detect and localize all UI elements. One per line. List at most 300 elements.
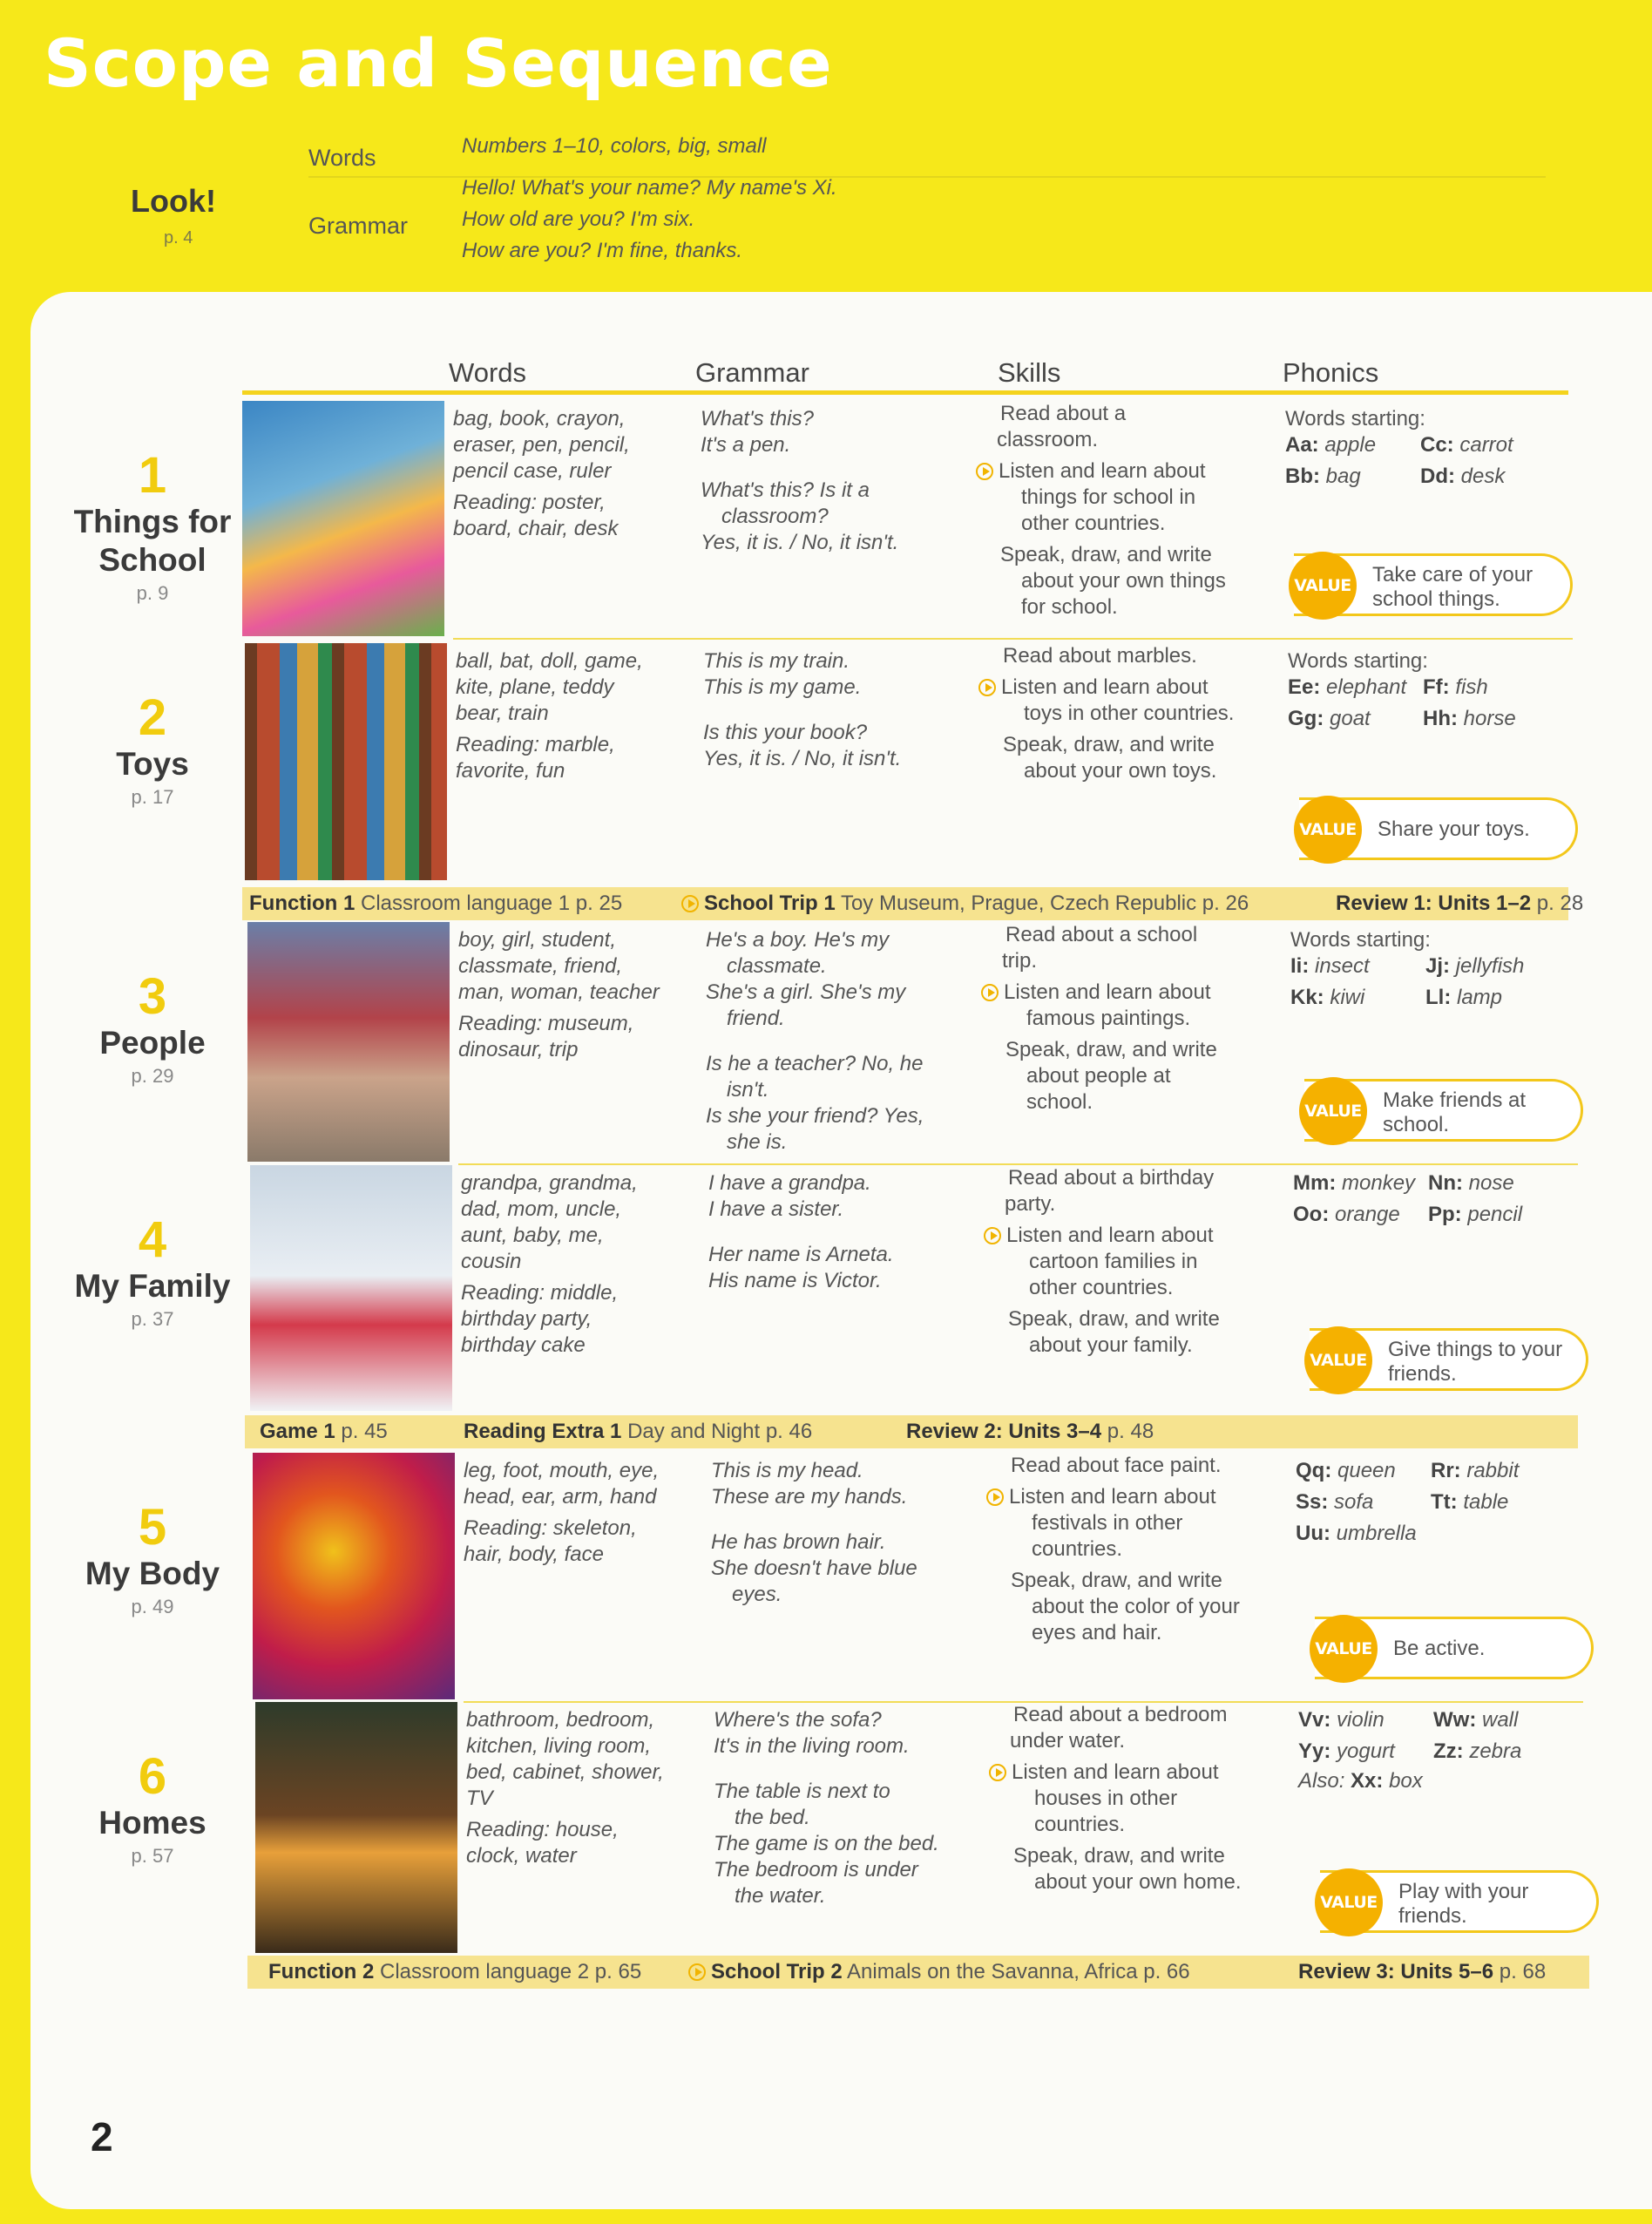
skills-speak-line: for school. [1021, 595, 1118, 619]
look-grammar-2: How old are you? I'm six. [462, 207, 695, 231]
unit-grammar [708, 1170, 996, 1294]
phonics-letter: Zz: [1433, 1739, 1464, 1763]
phonics-word: insect [1315, 954, 1370, 978]
skills-speak-line: about your own things [1021, 569, 1226, 593]
skills-speak-line: Speak, draw, and write [1000, 543, 1212, 566]
grammar-line: she is. [727, 1130, 788, 1154]
phonics-item [1425, 985, 1561, 1011]
unit-label-1 [52, 449, 253, 607]
phonics-word: horse [1463, 707, 1516, 730]
unit-grammar [703, 648, 991, 772]
skills-listen-line: cartoon families in [1029, 1250, 1198, 1273]
skills-listen-first [989, 1760, 1285, 1786]
phonics-item [1298, 1739, 1433, 1765]
words-line: aunt, baby, me, [461, 1224, 604, 1247]
play-audio-icon[interactable] [986, 1488, 1004, 1506]
phonics-item [1423, 706, 1558, 732]
skills-read-line: Read about a school [1005, 923, 1198, 946]
reading-line: dinosaur, trip [458, 1038, 579, 1061]
strip-item-text: p. 28 [1536, 892, 1584, 915]
phonics-item [1420, 432, 1555, 458]
spacer [708, 1223, 996, 1242]
strip-item [688, 1956, 1190, 1989]
phonics-item [1285, 432, 1420, 458]
play-audio-icon[interactable] [681, 895, 699, 912]
value-badge: VALUE [1304, 1326, 1372, 1394]
strip-item-title: Function 2 [268, 1960, 375, 1983]
phonics-intro: Words starting: [1290, 928, 1431, 952]
look-grammar-1: Hello! What's your name? My name's Xi. [462, 176, 837, 200]
unit-words [461, 1170, 696, 1359]
also-label: Also: [1298, 1769, 1345, 1793]
skills-listen-line: Listen and learn about [1012, 1760, 1219, 1784]
unit-name: Things for [73, 504, 232, 539]
phonics-word: rabbit [1466, 1459, 1520, 1482]
unit-number: 5 [138, 1499, 167, 1556]
phonics-letter: Ww: [1433, 1708, 1477, 1732]
words-line: classmate, friend, [458, 954, 623, 978]
phonics-grid [1293, 1170, 1572, 1228]
play-audio-icon[interactable] [981, 984, 999, 1001]
phonics-word: orange [1335, 1203, 1400, 1226]
strip-item-title: Review 1: Units 1–2 [1336, 892, 1532, 915]
grammar-line: This is my game. [703, 675, 862, 699]
reading-line: Reading: marble, [456, 733, 615, 756]
strip-item [464, 1415, 812, 1448]
strip-item [249, 887, 622, 920]
unit-page: p. 57 [131, 1845, 174, 1867]
skills-listen-line: famous paintings. [1026, 1007, 1191, 1030]
grammar-line: classmate. [727, 954, 827, 978]
unit-page: p. 49 [131, 1596, 174, 1617]
unit-name: My Family [74, 1268, 231, 1304]
strip-item-title: Review 2: Units 3–4 [906, 1420, 1102, 1443]
strip-item-title: Function 1 [249, 892, 355, 915]
skills-speak-line: Speak, draw, and write [1013, 1844, 1225, 1868]
phonics-word: yogurt [1337, 1739, 1395, 1763]
unit-number: 6 [138, 1748, 167, 1805]
phonics-word: nose [1468, 1171, 1514, 1195]
phonics-item [1428, 1202, 1563, 1228]
phonics-word: pencil [1467, 1203, 1523, 1226]
unit-page: p. 37 [131, 1308, 174, 1330]
phonics-word: table [1463, 1490, 1509, 1514]
unit-number: 2 [138, 689, 167, 746]
phonics-word: monkey [1342, 1171, 1416, 1195]
skills-read-line: Read about face paint. [1011, 1454, 1222, 1477]
value-text: Take care of your school things. [1372, 563, 1534, 611]
phonics-letter: Ss: [1296, 1490, 1329, 1514]
unit-page: p. 29 [131, 1065, 174, 1087]
phonics-letter: Ll: [1425, 986, 1452, 1009]
unit-label-5 [52, 1501, 253, 1621]
skills-read-line: party. [1005, 1192, 1056, 1216]
unit-label-4 [52, 1213, 253, 1333]
value-pill [1299, 797, 1578, 860]
words-line: kitchen, living room, [466, 1734, 652, 1758]
grammar-line: The table is next to [714, 1780, 890, 1803]
grammar-line: She doesn't have blue [711, 1556, 917, 1580]
phonics-letter: Uu: [1296, 1522, 1330, 1545]
phonics-word: lamp [1457, 986, 1503, 1009]
spacer [714, 1760, 1001, 1779]
phonics-grid [1290, 953, 1569, 1011]
play-audio-icon[interactable] [976, 463, 993, 480]
value-badge: VALUE [1315, 1868, 1383, 1936]
phonics-word: jellyfish [1455, 954, 1525, 978]
grammar-line: This is my train. [703, 649, 850, 673]
phonics-item [1298, 1707, 1433, 1733]
unit-photo [255, 1702, 457, 1953]
header-grammar: Grammar [695, 357, 809, 388]
unit-words [466, 1707, 701, 1869]
grammar-line: classroom? [721, 505, 829, 528]
skills-speak-line: about your own toys. [1024, 759, 1217, 783]
summary-strip-1 [242, 887, 1584, 920]
unit-words [453, 406, 688, 542]
phonics-letter: Ii: [1290, 954, 1310, 978]
look-grammar-3: How are you? I'm fine, thanks. [462, 239, 743, 262]
phonics-letter: Oo: [1293, 1203, 1330, 1226]
unit-photo [245, 643, 447, 880]
look-title: Look! [131, 183, 216, 219]
skills-listen-line: festivals in other [1032, 1511, 1183, 1535]
phonics-letter: Gg: [1288, 707, 1324, 730]
phonics-letter: Xx: [1351, 1769, 1384, 1793]
header-phonics: Phonics [1283, 357, 1379, 388]
unit-label-2 [52, 691, 253, 811]
unit-phonics [1298, 1707, 1577, 1794]
unit-phonics [1288, 648, 1567, 732]
phonics-item [1433, 1739, 1568, 1765]
skills-listen-first [976, 458, 1272, 485]
words-line: pencil case, ruler [453, 459, 612, 483]
unit-words [456, 648, 691, 784]
phonics-item [1433, 1707, 1568, 1733]
unit-name: Toys [116, 746, 189, 782]
spacer [703, 701, 991, 720]
reading-line: hair, body, face [464, 1543, 604, 1566]
play-audio-icon[interactable] [989, 1764, 1006, 1781]
phonics-letter: Dd: [1420, 464, 1455, 488]
spacer [706, 1032, 993, 1051]
reading-line: favorite, fun [456, 759, 565, 783]
header-skills: Skills [998, 357, 1061, 388]
words-line: grandpa, grandma, [461, 1171, 638, 1195]
reading-line: Reading: poster, [453, 491, 606, 514]
grammar-line: He's a boy. He's my [706, 928, 890, 952]
phonics-intro: Words starting: [1285, 407, 1425, 431]
header-underline [242, 390, 1568, 395]
phonics-grid [1296, 1458, 1574, 1547]
skills-listen-first [981, 980, 1277, 1006]
unit-grammar [714, 1707, 1001, 1909]
reading-line: clock, water [466, 1844, 577, 1868]
phonics-word: fish [1455, 675, 1488, 699]
words-line: bear, train [456, 702, 549, 725]
grammar-line: eyes. [732, 1583, 782, 1606]
words-line: eraser, pen, pencil, [453, 433, 630, 457]
phonics-letter: Mm: [1293, 1171, 1337, 1195]
value-text: Make friends at school. [1383, 1088, 1527, 1136]
phonics-letter: Hh: [1423, 707, 1458, 730]
look-words-label: Words [308, 145, 376, 171]
reading-line: birthday party, [461, 1307, 592, 1331]
phonics-also [1298, 1768, 1577, 1794]
skills-listen-line: countries. [1032, 1537, 1123, 1561]
grammar-line: I have a grandpa. [708, 1171, 871, 1195]
play-audio-icon[interactable] [984, 1227, 1001, 1244]
grammar-line: Yes, it is. / No, it isn't. [703, 747, 902, 770]
unit-phonics [1293, 1170, 1572, 1228]
skills-listen-line: Listen and learn about [1009, 1485, 1216, 1509]
grammar-line: Is she your friend? Yes, [706, 1104, 924, 1128]
skills-listen-line: toys in other countries. [1024, 702, 1235, 725]
words-line: boy, girl, student, [458, 928, 616, 952]
play-audio-icon[interactable] [978, 679, 996, 696]
words-line: bag, book, crayon, [453, 407, 626, 431]
unit-photo [250, 1165, 452, 1411]
phonics-word: bag [1325, 464, 1361, 488]
strip-item-text: p. 68 [1499, 1960, 1547, 1983]
unit-words [458, 927, 694, 1063]
unit-grammar [701, 406, 988, 556]
skills-read-line: Read about marbles. [1003, 644, 1197, 668]
phonics-grid [1288, 675, 1567, 732]
grammar-line: His name is Victor. [708, 1269, 882, 1292]
phonics-letter: Nn: [1428, 1171, 1463, 1195]
unit-label-3 [52, 970, 253, 1090]
unit-number: 4 [138, 1211, 167, 1268]
strip-item [260, 1415, 388, 1448]
unit-skills [989, 1702, 1285, 1895]
skills-listen-first [978, 675, 1275, 701]
grammar-line: Where's the sofa? [714, 1708, 882, 1732]
skills-speak-line: about the color of your [1032, 1595, 1240, 1618]
words-line: man, woman, teacher [458, 980, 660, 1004]
strip-item-title: School Trip 1 [704, 892, 836, 915]
strip-item [1298, 1956, 1546, 1989]
strip-item-text: Classroom language 2 p. 65 [380, 1960, 642, 1983]
value-pill [1315, 1617, 1594, 1679]
skills-speak-line: Speak, draw, and write [1005, 1038, 1217, 1061]
phonics-word: sofa [1334, 1490, 1374, 1514]
value-pill [1320, 1870, 1599, 1933]
skills-read-line: Read about a [1000, 402, 1127, 425]
unit-number: 3 [138, 968, 167, 1025]
unit-photo [253, 1453, 455, 1699]
unit-skills [978, 643, 1275, 784]
reading-line: board, chair, desk [453, 517, 619, 540]
unit-phonics [1296, 1458, 1574, 1547]
words-line: bathroom, bedroom, [466, 1708, 655, 1732]
grammar-line: Is he a teacher? No, he [706, 1052, 924, 1075]
strip-item [906, 1415, 1154, 1448]
grammar-line: The game is on the bed. [714, 1832, 939, 1855]
phonics-word: apple [1324, 433, 1377, 457]
look-section [0, 131, 1652, 279]
skills-listen-line: countries. [1034, 1813, 1126, 1836]
phonics-letter: Aa: [1285, 433, 1319, 457]
phonics-word: zebra [1469, 1739, 1522, 1763]
words-line: leg, foot, mouth, eye, [464, 1459, 660, 1482]
phonics-letter: Rr: [1431, 1459, 1461, 1482]
strip-item-text: Toy Museum, Prague, Czech Republic p. 26 [840, 892, 1249, 915]
unit-phonics [1285, 406, 1564, 490]
value-pill [1304, 1079, 1583, 1142]
phonics-item [1285, 464, 1420, 490]
unit-number: 1 [138, 447, 167, 504]
row-divider [453, 638, 1573, 640]
page-title: Scope and Sequence [44, 24, 833, 102]
skills-listen-line: Listen and learn about [1004, 980, 1211, 1004]
phonics-item [1420, 464, 1555, 490]
phonics-letter: Qq: [1296, 1459, 1332, 1482]
value-badge: VALUE [1289, 552, 1357, 620]
phonics-item [1293, 1202, 1428, 1228]
summary-strip-2 [245, 1415, 1578, 1448]
skills-listen-line: things for school in [1021, 485, 1196, 509]
grammar-line: It's a pen. [701, 433, 791, 457]
skills-speak-line: school. [1026, 1090, 1093, 1114]
strip-item-title: Game 1 [260, 1420, 335, 1443]
grammar-line: friend. [727, 1007, 785, 1030]
phonics-word: violin [1337, 1708, 1385, 1732]
phonics-item [1290, 985, 1425, 1011]
value-pill [1310, 1328, 1588, 1391]
skills-read-line: under water. [1010, 1729, 1126, 1753]
value-badge: VALUE [1294, 796, 1362, 864]
phonics-word: desk [1460, 464, 1506, 488]
grammar-line: He has brown hair. [711, 1530, 886, 1554]
reading-line: Reading: skeleton, [464, 1516, 637, 1540]
phonics-word: kiwi [1330, 986, 1365, 1009]
phonics-word: carrot [1459, 433, 1513, 457]
reading-line: birthday cake [461, 1333, 586, 1357]
unit-page: p. 17 [131, 786, 174, 808]
unit-photo [242, 401, 444, 636]
grammar-line: The bedroom is under [714, 1858, 918, 1882]
phonics-item [1290, 953, 1425, 980]
phonics-letter: Yy: [1298, 1739, 1331, 1763]
grammar-line: I have a sister. [708, 1197, 844, 1221]
strip-item [268, 1956, 641, 1989]
grammar-line: These are my hands. [711, 1485, 908, 1509]
reading-line: Reading: middle, [461, 1281, 619, 1305]
skills-listen-line: other countries. [1021, 512, 1166, 535]
phonics-grid [1285, 432, 1564, 490]
unit-page: p. 9 [136, 582, 169, 604]
unit-skills [981, 922, 1277, 1115]
strip-item-text: Animals on the Savanna, Africa p. 66 [847, 1960, 1190, 1983]
phonics-intro: Words starting: [1288, 649, 1428, 673]
play-audio-icon[interactable] [688, 1963, 706, 1981]
phonics-word: umbrella [1336, 1522, 1417, 1545]
strip-item-text: Classroom language 1 p. 25 [361, 892, 623, 915]
skills-speak-line: about your own home. [1034, 1870, 1242, 1894]
phonics-word: queen [1337, 1459, 1396, 1482]
unit-name: People [99, 1025, 206, 1061]
grammar-line: She's a girl. She's my [706, 980, 906, 1004]
grammar-line: Yes, it is. / No, it isn't. [701, 531, 899, 554]
value-text: Play with your friends. [1398, 1880, 1529, 1928]
reading-line: Reading: museum, [458, 1012, 634, 1035]
phonics-item [1296, 1458, 1431, 1484]
grammar-line: It's in the living room. [714, 1734, 910, 1758]
unit-photo [247, 922, 450, 1162]
words-line: bed, cabinet, shower, [466, 1760, 664, 1784]
skills-listen-line: Listen and learn about [999, 459, 1206, 483]
strip-item-text: Day and Night p. 46 [627, 1420, 813, 1443]
strip-item-title: School Trip 2 [711, 1960, 843, 1983]
grammar-line: This is my head. [711, 1459, 863, 1482]
phonics-word: goat [1330, 707, 1371, 730]
phonics-letter: Cc: [1420, 433, 1454, 457]
spacer [701, 458, 988, 478]
skills-speak-line: eyes and hair. [1032, 1621, 1162, 1644]
value-pill [1294, 553, 1573, 616]
strip-item-text: p. 48 [1107, 1420, 1154, 1443]
skills-speak-line: Speak, draw, and write [1003, 733, 1215, 756]
unit-skills [984, 1165, 1280, 1359]
strip-item [1336, 887, 1583, 920]
value-text: Give things to your friends. [1388, 1338, 1563, 1386]
grammar-line: isn't. [727, 1078, 769, 1102]
look-page: p. 4 [164, 228, 193, 247]
phonics-item [1425, 953, 1561, 980]
value-text: Share your toys. [1378, 817, 1530, 841]
words-line: kite, plane, teddy [456, 675, 614, 699]
unit-grammar [706, 927, 993, 1156]
value-badge: VALUE [1299, 1077, 1367, 1145]
value-badge: VALUE [1310, 1615, 1378, 1683]
skills-listen-line: houses in other [1034, 1787, 1178, 1810]
phonics-item [1423, 675, 1558, 701]
strip-item-title: Review 3: Units 5–6 [1298, 1960, 1494, 1983]
page-number: 2 [91, 2114, 113, 2160]
grammar-line: Is this your book? [703, 721, 868, 744]
phonics-item [1431, 1458, 1566, 1484]
phonics-word: wall [1481, 1708, 1519, 1732]
unit-phonics [1290, 927, 1569, 1011]
skills-read-line: Read about a birthday [1008, 1166, 1215, 1190]
phonics-word: elephant [1326, 675, 1407, 699]
grammar-line: What's this? Is it a [701, 478, 870, 502]
phonics-letter: Ff: [1423, 675, 1450, 699]
skills-read-line: Read about a bedroom [1013, 1703, 1228, 1726]
strip-item [681, 887, 1249, 920]
unit-name: Homes [98, 1805, 206, 1841]
phonics-grid [1298, 1707, 1577, 1765]
skills-read-line: classroom. [997, 428, 1099, 451]
phonics-word: box [1389, 1769, 1423, 1793]
unit-words [464, 1458, 699, 1568]
skills-listen-line: other countries. [1029, 1276, 1174, 1299]
words-line: ball, bat, doll, game, [456, 649, 643, 673]
phonics-item [1288, 706, 1423, 732]
words-line: cousin [461, 1250, 522, 1273]
skills-listen-first [984, 1223, 1280, 1249]
skills-speak-line: Speak, draw, and write [1008, 1307, 1220, 1331]
skills-listen-first [986, 1484, 1283, 1510]
unit-label-6 [52, 1750, 253, 1870]
spacer [711, 1510, 999, 1529]
grammar-line: the bed. [735, 1806, 810, 1829]
grammar-line: the water. [735, 1884, 826, 1908]
strip-item-title: Reading Extra 1 [464, 1420, 622, 1443]
unit-name: School [98, 542, 206, 578]
grammar-line: What's this? [701, 407, 814, 431]
